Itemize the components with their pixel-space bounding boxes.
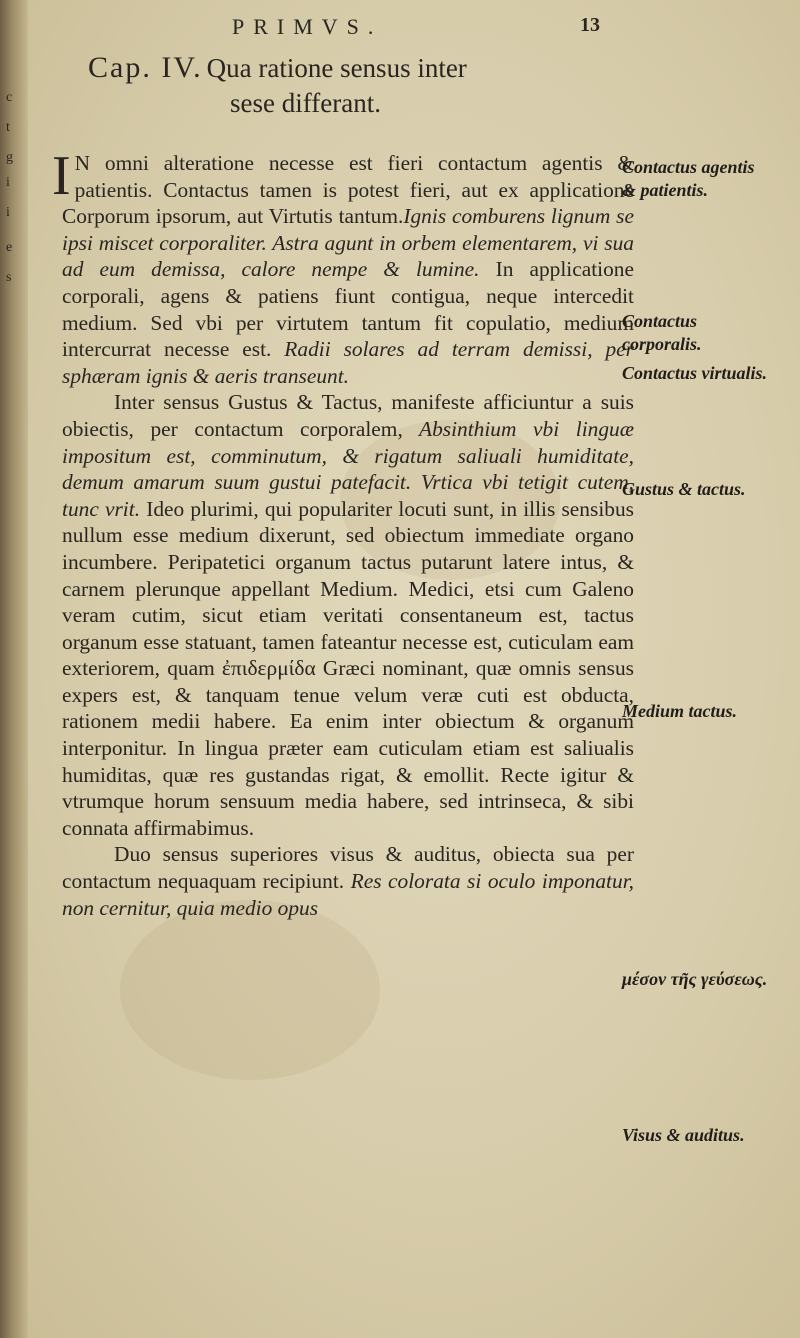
gutter-mark: c bbox=[6, 90, 13, 105]
paragraph bbox=[62, 841, 634, 921]
gutter-mark: i bbox=[6, 175, 10, 190]
margin-note: μέσον τῆς γεύσεως. bbox=[622, 969, 768, 989]
page-number: 13 bbox=[580, 14, 600, 36]
margin-note: Contactus virtualis. bbox=[622, 363, 768, 383]
gutter-mark: i bbox=[6, 205, 10, 220]
text-run: N omni alteratione necesse est fieri contactum agentis & patientis. Contactus tamen is potest fieri, aut ex applicatione Corporum ipsorum, aut Virtutis tantum. bbox=[62, 151, 634, 229]
paragraph bbox=[62, 389, 634, 841]
chapter-title-line2: sese differant. bbox=[230, 88, 381, 118]
gutter-mark: g bbox=[6, 150, 13, 165]
margin-note: Medium tactus. bbox=[622, 701, 738, 721]
gutter-mark: t bbox=[6, 120, 10, 135]
paragraph bbox=[52, 145, 634, 389]
italic-example: Ignis comburens lignum se ipsi miscet corporaliter. Astra agunt in orbem elementarem, vi sua ad eum demissa, calore nempe & lumine. bbox=[62, 204, 634, 282]
margin-note: Contactus agentis & patientis. bbox=[622, 157, 755, 200]
italic-example: Absinthium vbi linguæ impositum est, comminutum, & rigatum saliuali humiditate, demum amarum suum gustui patefacit. Vrtica vbi tetigit cutem, tunc vrit. bbox=[62, 416, 634, 521]
chapter-number: Cap. IV. bbox=[88, 51, 203, 84]
running-title: PRIMVS. bbox=[232, 14, 383, 39]
italic-example: Res colorata si oculo imponatur, non cernitur, quia medio opus bbox=[62, 869, 634, 920]
gutter-mark: e bbox=[6, 240, 13, 255]
chapter-heading bbox=[88, 50, 608, 118]
text-run: In applicatione corporali, agens & patiens fiunt contigua, neque intercedit medium. Sed vbi per virtutem tantum fit copulatio, medium intercurrat necesse est. bbox=[62, 257, 634, 362]
gutter-mark: s bbox=[6, 270, 12, 285]
running-head bbox=[0, 10, 800, 40]
main-text bbox=[52, 145, 634, 921]
margin-note: Gustus & tactus. bbox=[622, 479, 746, 499]
binding-gutter bbox=[0, 0, 28, 1338]
drop-cap: I bbox=[52, 145, 71, 207]
italic-example: Radii solares ad terram demissi, per sphæram ignis & aeris transeunt. bbox=[62, 337, 634, 388]
text-run: Inter sensus Gustus & Tactus, manifeste afficiuntur a suis obiectis, per contactum corporalem, bbox=[62, 390, 634, 441]
paper-stain bbox=[120, 900, 380, 1080]
text-run: Ideo plurimi, qui populariter locuti sunt, in illis sensibus nullum esse medium dixerunt, sed obiectum immediate organo incumbere. Peripatetici organum tactus putarunt latere intus, & carnem plerunque appellant Medium. Medici, etsi cum Galeno veram cutim, sicut etiam veritati consentaneum est, tactus organum esse statuant, tamen fateantur necesse est, cuticulam eam exteriorem, quam ἐπιδερμίδα Græci nominant, quæ omnis sensus expers est, & tanquam tenue velum veræ cuti est obducta, rationem medii habere. Ea enim inter obiectum & organum interponitur. In lingua præter eam cuticulam etiam est saliualis humiditas, quæ res gustandas rigat, & emollit. Recte igitur & vtrumque horum sensuum media habere, sed intrinseca, & sibi connata affirmabimus. bbox=[62, 496, 634, 840]
margin-note: Visus & auditus. bbox=[622, 1125, 745, 1145]
text-run: Duo sensus superiores visus & auditus, obiecta sua per contactum nequaquam recipiunt. bbox=[62, 842, 634, 894]
chapter-title-line1: Qua ratione sensus inter bbox=[206, 53, 467, 83]
margin-note: Contactus corporalis. bbox=[622, 311, 702, 354]
